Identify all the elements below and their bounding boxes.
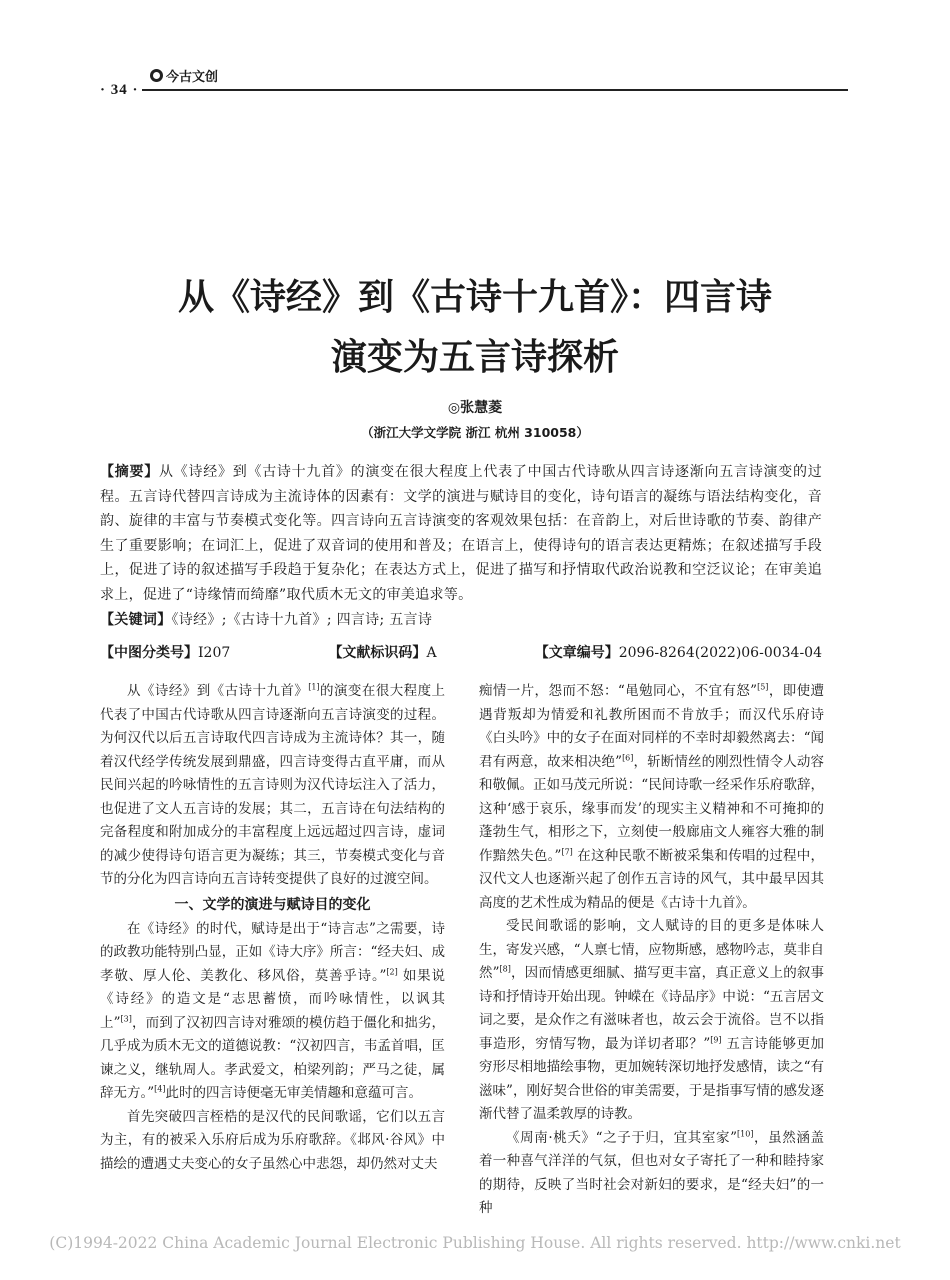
- paragraph: [479, 680, 824, 915]
- text-run: 此时的四言诗便毫无审美情趣和意蕴可言。: [165, 1085, 422, 1101]
- text-run: 在这种民歌不断被采集和传唱的过程中，汉代文人也逐渐兴起了创作五言诗的风气，其中最早因其高度的艺术性成为精品的便是《古诗十九首》。: [479, 847, 824, 911]
- journal-logo-icon: [150, 69, 163, 82]
- text-run: 《周南·桃夭》“之子于归，宜其室家”: [506, 1129, 738, 1146]
- citation-ref: [5]: [757, 682, 769, 692]
- paragraph: [479, 915, 824, 1127]
- document-code: [328, 642, 436, 662]
- paragraph: [100, 918, 445, 1106]
- keywords-label: 【关键词】: [100, 611, 172, 628]
- citation-ref: [7]: [561, 847, 573, 856]
- journal-name: [150, 66, 218, 85]
- doc-label: 【文献标识码】: [328, 645, 427, 661]
- text-run: 从《诗经》到《古诗十九首》: [127, 683, 309, 699]
- doc-value: A: [426, 645, 437, 661]
- body-column-right: [479, 680, 824, 1221]
- citation-ref: [4]: [154, 1084, 166, 1094]
- abstract-block: [100, 460, 822, 632]
- affiliation: （浙江大学文学院 浙江 杭州 310058）: [361, 425, 589, 440]
- abstract: [100, 460, 822, 608]
- text-run: ，而到了汉初四言诗对雅颂的模仿趋于僵化和拙劣，几乎成为质木无文的道德说教：“汉初四言，韦孟首唱，匡谏之义，继轨周人。孝武爱文，柏梁列韵；严马之徒，属辞无方。”: [100, 1014, 446, 1101]
- body-column-left: [100, 680, 445, 1176]
- text-run: 痴情一片，怨而不怒：“黾勉同心，不宜有怒”: [479, 683, 758, 699]
- header-rule: [142, 89, 848, 91]
- text-run: ，即使遭遇背叛却为情爱和礼教所困而不肯放手；而汉代乐府诗《白头吟》中的女子在面对同样的不幸时却毅然离去：“闻君有两意，故来相决绝”: [479, 683, 824, 770]
- running-header: [100, 62, 848, 98]
- clc-value: I207: [198, 645, 231, 661]
- text-run: ，斩断情丝的刚烈性情令人动容和敬佩。正如马茂元所说：“民间诗歌一经采作乐府歌辞，这种‘感于哀乐，缘事而发’的现实主义精神和不可掩抑的蓬勃生气，相形之下，立刻使一般廊庙文人雍容大雅的制作黯然失色。”: [479, 753, 825, 864]
- citation-ref: [8]: [499, 964, 511, 974]
- article-title-line-1: 从《诗经》到《古诗十九首》：四言诗: [177, 277, 772, 318]
- text-run: 在《诗经》的时代，赋诗是出于“诗言志”之需要，诗的政教功能特别凸显，正如《诗大序》所言：“经夫妇、成孝敬、厚人伦、美教化、移风俗，莫善乎诗。”: [100, 920, 445, 984]
- citation-ref: [10]: [737, 1129, 754, 1138]
- classification-row: [100, 642, 822, 662]
- keywords-text: 《诗经》;《古诗十九首》; 四言诗; 五言诗: [171, 611, 433, 628]
- section-heading: 一、文学的演进与赋诗目的变化: [174, 896, 371, 913]
- author: ◎张慧菱: [447, 400, 503, 416]
- copyright-footer: (C)1994-2022 China Academic Journal Electronic Publishing House. All rights reserved. http://www.cnki.net: [49, 1234, 901, 1252]
- text-run: ，虽然涵盖着一种喜气洋洋的气氛，但也对女子寄托了一种和睦持家的期待，反映了当时社会对新妇的要求，是“经夫妇”的一种: [479, 1129, 824, 1216]
- article-value: 2096-8264(2022)06-0034-04: [618, 645, 822, 661]
- abstract-text: 从《诗经》到《古诗十九首》的演变在很大程度上代表了中国古代诗歌从四言诗逐渐向五言诗演变的过程。五言诗代替四言诗成为主流诗体的因素有：文学的演进与赋诗目的变化，诗句语言的凝练与语法结构变化，音韵、旋律的丰富与节奏模式变化等。四言诗向五言诗演变的客观效果包括：在音韵上，对后世诗歌的节奏、韵律产生了重要影响；在词汇上，促进了双音词的使用和普及；在语言上，使得诗句的语言表达更精炼；在叙述描写手段上，促进了诗的叙述描写手段趋于复杂化；在表达方式上，促进了描写和抒情取代政治说教和空泛议论；在审美追求上，促进了“诗缘情而绮靡”取代质木无文的审美追求等。: [100, 464, 823, 603]
- paragraph: [100, 680, 445, 892]
- clc-label: 【中图分类号】: [100, 645, 198, 661]
- abstract-label: 【摘要】: [100, 464, 159, 480]
- article-title-line-2: 演变为五言诗探析: [330, 337, 619, 378]
- citation-ref: [3]: [120, 1014, 132, 1023]
- text-run: 五言诗能够更加穷形尽相地描绘事物，更加婉转深切地抒发感情，读之“有滋味”，刚好契合世俗的审美需要，于是指事写情的感发逐渐代替了温柔敦厚的诗教。: [479, 1035, 824, 1122]
- text-run: 如果说《诗经》的造文是“志思蓄愤，而吟咏情性，以讽其上”: [100, 967, 445, 1031]
- paragraph: [479, 1127, 824, 1221]
- clc-number: [100, 642, 230, 662]
- article-label: 【文章编号】: [534, 645, 619, 661]
- text-run: 受民间歌谣的影响，文人赋诗的目的更多是体味人生，寄发兴感，“人禀七情，应物斯感，感物吟志，莫非自然”: [479, 918, 824, 981]
- page-number: · 34 ·: [100, 82, 139, 98]
- article-number: [535, 642, 822, 662]
- journal-name-text: 今古文创: [166, 70, 219, 85]
- paragraph: 首先突破四言桎梏的是汉代的民间歌谣，它们以五言为主，有的被采入乐府后成为乐府歌辞。《邶风·谷风》中描绘的遭遇丈夫变心的女子虽然心中悲怨，却仍然对丈夫: [100, 1108, 445, 1172]
- citation-ref: [6]: [622, 753, 634, 762]
- citation-ref: [9]: [710, 1035, 722, 1044]
- citation-ref: [1]: [308, 682, 320, 692]
- keywords: [100, 608, 822, 633]
- text-run: 的演变在很大程度上代表了中国古代诗歌从四言诗逐渐向五言诗演变的过程。为何汉代以后五言诗取代四言诗成为主流诗体？其一，随着汉代经学传统发展到鼎盛，四言诗变得古直平庸，而从民间兴起的吟咏情性的五言诗则为汉代诗坛注入了活力，也促进了文人五言诗的发展；其二，五言诗在句法结构的完备程度和附加成分的丰富程度上远远超过四言诗，虚词的减少使得诗句语言更为凝练；其三，节奏模式变化与音节的分化为四言诗向五言诗转变提供了良好的过渡空间。: [100, 683, 446, 887]
- citation-ref: [2]: [386, 967, 398, 976]
- text-run: ，因而情感更细腻、描写更丰富，真正意义上的叙事诗和抒情诗开始出现。钟嵘在《诗品序》中说：“五言居文词之要，是众作之有滋味者也，故云会于流俗。岂不以指事造形，穷情写物，最为详切者耶？”: [479, 965, 825, 1052]
